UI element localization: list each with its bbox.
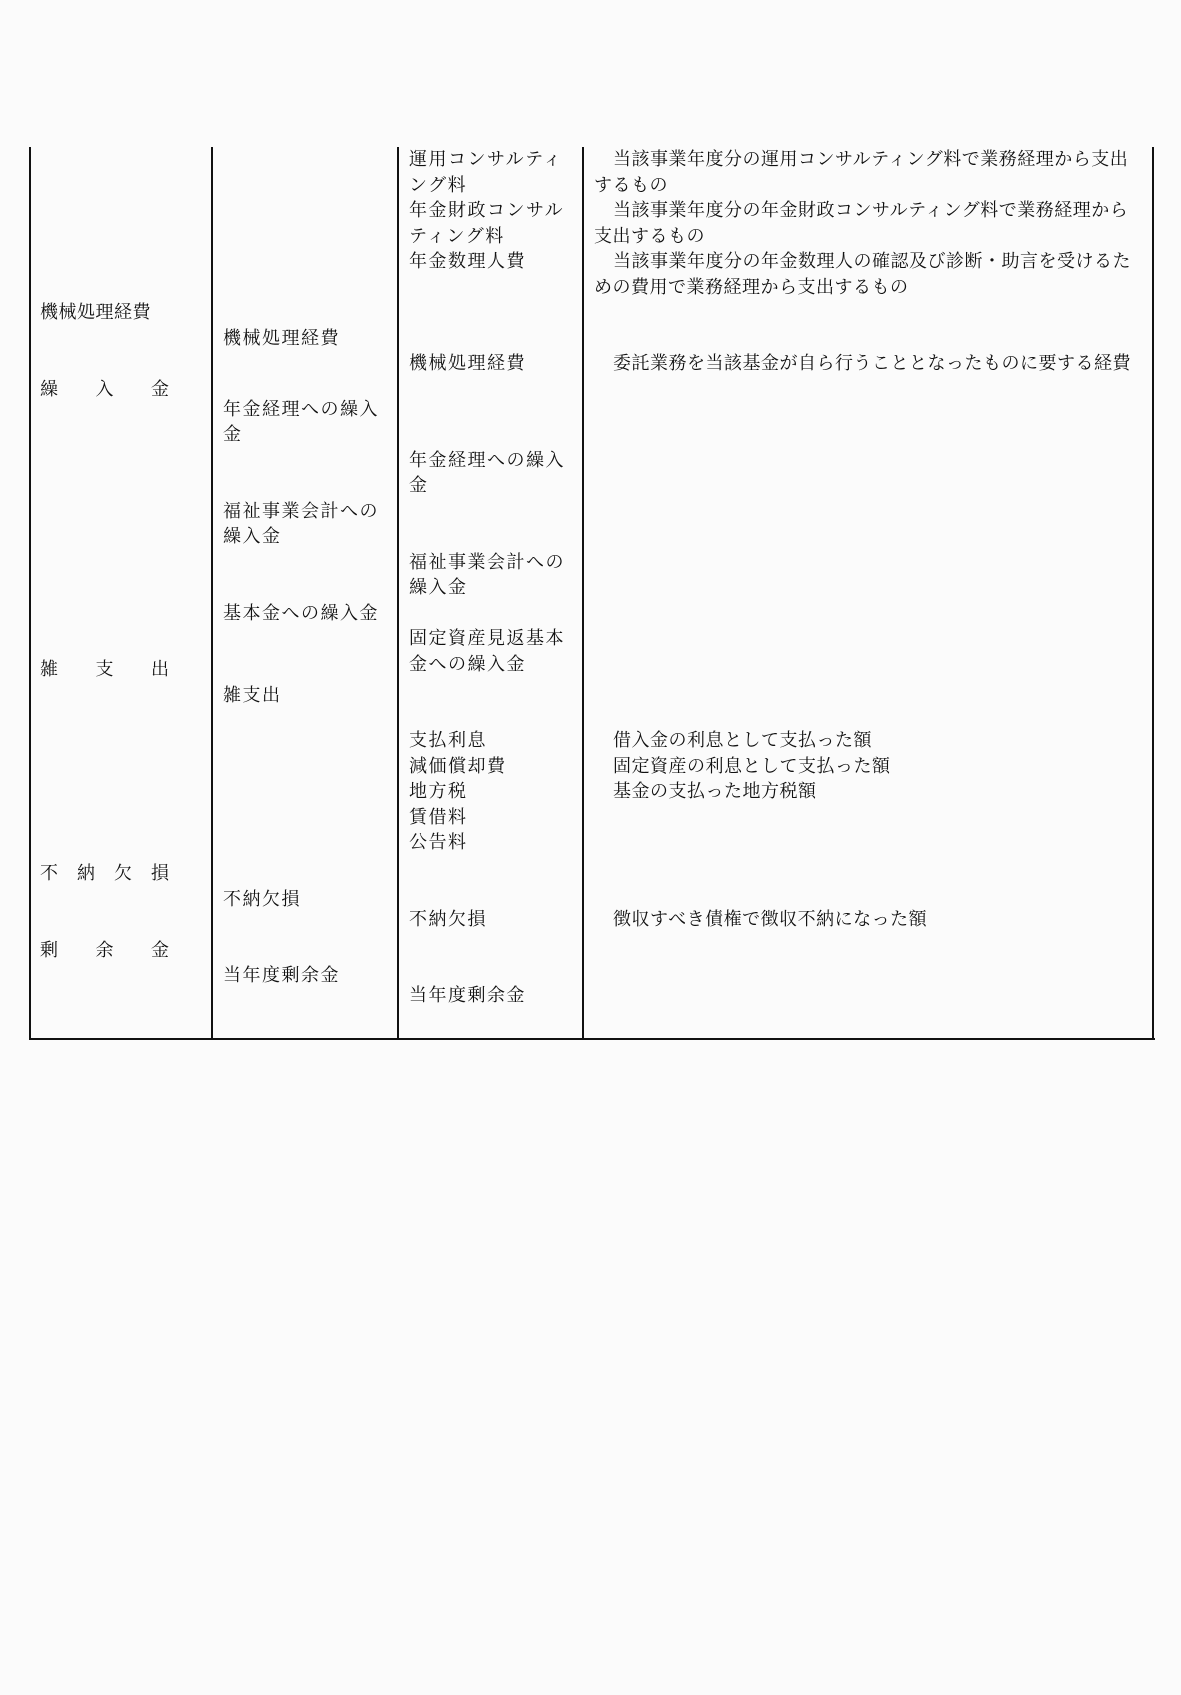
column-divider-3 (582, 147, 584, 1040)
account-subitem-text: 年金経理への繰入 (409, 449, 565, 471)
account-category-text: 雑 支 出 (40, 659, 170, 680)
account-category-text: 機械処理経費 (40, 302, 151, 323)
account-subitem-text: 地方税 (409, 781, 468, 803)
description-text: 固定資産の利息として支払った額 (613, 755, 891, 777)
description-text: 当該事業年度分の年金数理人の確認及び診断・助言を受けるた (613, 251, 1131, 272)
account-subitem-text: 繰入金 (409, 577, 468, 599)
account-subitem-text: 福祉事業会計への (409, 551, 565, 573)
account-subitem-text: 金への繰入金 (409, 653, 526, 675)
account-subitem-text: ティング料 (409, 225, 505, 247)
account-subitem-text: ング料 (409, 174, 468, 196)
table-left-border (29, 147, 31, 1040)
account-category-text: 剰 余 金 (40, 939, 170, 961)
description-text: 当該事業年度分の運用コンサルティング料で業務経理から支出 (613, 149, 1129, 170)
account-item-text: 年金経理への繰入 (223, 398, 379, 420)
account-item-text: 当年度剰余金 (223, 965, 340, 986)
description-text: 徴収すべき債権で徴収不納になった額 (613, 908, 928, 930)
account-category-text: 不 納 欠 損 (40, 863, 170, 884)
column-divider-2 (397, 147, 399, 1040)
description-text: 支出するもの (594, 225, 705, 247)
account-item-text: 繰入金 (223, 526, 282, 548)
account-item-text: 雑支出 (223, 684, 282, 706)
description-text: 当該事業年度分の年金財政コンサルティング料で業務経理から (613, 200, 1129, 221)
account-item-text: 基本金への繰入金 (223, 602, 379, 624)
table-right-border (1152, 147, 1154, 1040)
account-subitem-text: 運用コンサルティ (409, 149, 563, 170)
account-subitem-text: 金 (409, 475, 429, 497)
description-text: 委託業務を当該基金が自ら行うこととなったものに要する経費 (613, 353, 1131, 374)
account-category-text: 繰 入 金 (40, 378, 170, 400)
account-item-text: 福祉事業会計への (223, 500, 379, 522)
description-text: するもの (594, 174, 668, 196)
account-subitem-text: 固定資産見返基本 (409, 628, 565, 650)
account-subitem-text: 年金数理人費 (409, 251, 526, 272)
account-subitem-text: 公告料 (409, 832, 468, 854)
column-divider-1 (211, 147, 213, 1040)
account-subitem-text: 不納欠損 (409, 908, 487, 930)
account-subitem-text: 当年度剰余金 (409, 985, 526, 1007)
account-item-text: 不納欠損 (223, 888, 301, 910)
description-text: めの費用で業務経理から支出するもの (594, 276, 909, 298)
table-bottom-border (29, 1038, 1155, 1040)
description-text: 借入金の利息として支払った額 (613, 730, 872, 752)
account-subitem-text: 賃借料 (409, 806, 468, 828)
account-item-text: 金 (223, 424, 243, 446)
account-item-text: 機械処理経費 (223, 327, 340, 349)
account-subitem-text: 年金財政コンサル (409, 200, 565, 221)
account-subitem-text: 支払利息 (409, 730, 487, 752)
account-subitem-text: 減価償却費 (409, 755, 507, 777)
account-subitem-text: 機械処理経費 (409, 353, 526, 374)
description-text: 基金の支払った地方税額 (613, 781, 817, 803)
